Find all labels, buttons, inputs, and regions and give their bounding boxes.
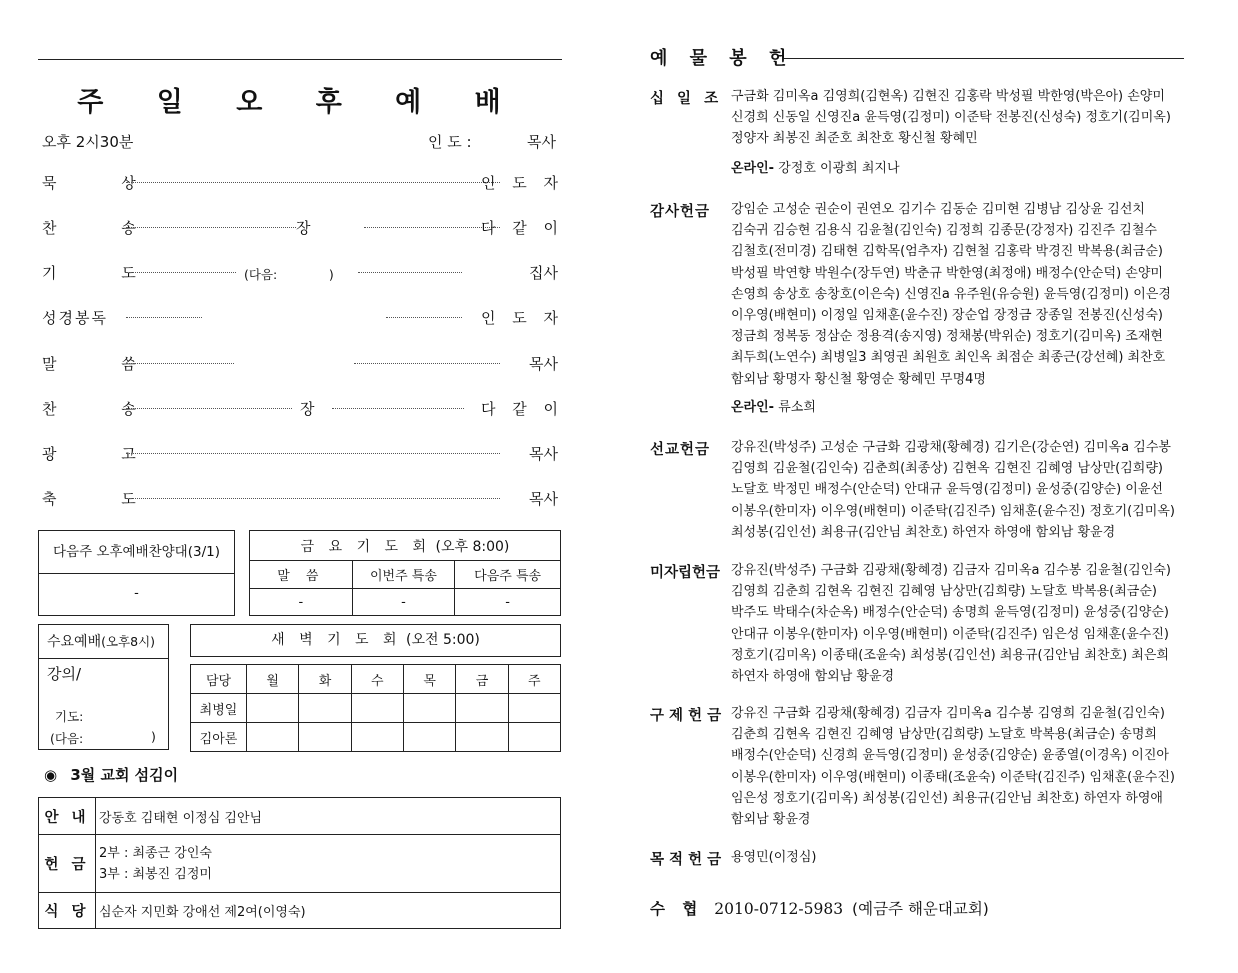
online-label: 온라인- xyxy=(731,161,775,176)
tithe-online xyxy=(731,157,900,176)
dawn-cell xyxy=(247,694,299,723)
online-label: 온라인- xyxy=(731,400,775,415)
dawn-cell xyxy=(508,723,560,752)
next-prayer-note: (다음: ) xyxy=(244,267,334,282)
wednesday-header xyxy=(39,625,168,659)
order-row-benediction xyxy=(42,488,558,512)
name-line: 강임순 고성순 권순이 권연오 김기수 김동순 김미현 김병남 김상윤 김선치 xyxy=(731,202,1145,217)
dawn-cell xyxy=(351,694,403,723)
dawn-header: 담당 xyxy=(191,665,247,694)
service-heading xyxy=(44,764,178,785)
dawn-header: 월 xyxy=(247,665,299,694)
order-label: 기 도 xyxy=(42,264,166,282)
order-right: 다 같 이 xyxy=(480,400,564,418)
service-label: 식 당 xyxy=(39,893,96,929)
name-line: 하연자 하영애 함외남 황윤경 xyxy=(731,669,895,685)
order-right: 목사 xyxy=(529,445,558,463)
order-label: 광 고 xyxy=(42,445,166,463)
page-title: 주 일 오 후 예 배 xyxy=(77,87,523,118)
wednesday-lecture: 강의/ xyxy=(47,665,82,683)
friday-prayer-title-cell xyxy=(250,531,561,561)
friday-header: 다음주 특송 xyxy=(455,561,561,589)
tithe-label: 십 일 조 xyxy=(650,91,723,107)
wednesday-title: 수요예배 xyxy=(47,634,102,650)
order-row-announcement xyxy=(42,443,558,467)
next-choir-value: - xyxy=(134,586,139,601)
name-line: 함외남 황윤경 xyxy=(731,812,811,828)
bank-number: 2010-0712-5983 xyxy=(714,900,844,918)
support-label: 미자립헌금 xyxy=(650,565,721,581)
name-line: 박성필 박연향 박원수(장두연) 박춘규 박한영(최정애) 배정수(안순덕) 손양미 xyxy=(731,265,1163,281)
order-row-scripture xyxy=(42,307,564,331)
purpose-label: 목 적 헌 금 xyxy=(650,852,722,868)
leader-label: 인 도 : xyxy=(428,133,472,151)
name-line: 이봉우(한미자) 이우영(배현미) 이준탁(김진주) 임채훈(윤수진) 정호기(김미옥) xyxy=(731,503,1175,519)
order-label: 찬 송 xyxy=(42,219,166,237)
relief-names xyxy=(731,703,1183,830)
bank-label: 수 협 xyxy=(650,900,704,918)
dawn-prayer-title: 새 벽 기 도 회 xyxy=(271,632,402,648)
friday-prayer-table xyxy=(249,530,561,616)
friday-header: 말 씀 xyxy=(250,561,353,589)
thanks-online xyxy=(731,396,816,415)
name-line: 박주도 박태수(차순옥) 배정수(안순덕) 송명희 윤득영(김정미) 윤성중(김양순) xyxy=(731,605,1169,621)
support-names xyxy=(731,560,1183,687)
name-line: 함외남 황명자 황신철 황영순 황혜민 무명4명 xyxy=(731,371,986,387)
name-line: 최두희(노연수) 최병일3 최영권 최원호 최인옥 최점순 최종근(강선혜) 최찬호 xyxy=(731,350,1166,366)
dawn-prayer-title-box xyxy=(190,624,561,657)
dawn-header: 화 xyxy=(299,665,351,694)
order-right: 목사 xyxy=(529,355,558,373)
dawn-person: 최병일 xyxy=(191,694,247,723)
service-line: 2부 : 최종근 강인숙 xyxy=(99,845,212,861)
thanks-label: 감사헌금 xyxy=(650,204,711,220)
mission-label: 선교헌금 xyxy=(650,442,711,458)
service-table xyxy=(38,797,561,929)
dawn-person: 김아론 xyxy=(191,723,247,752)
online-names: 류소희 xyxy=(778,400,816,415)
name-line: 구금화 김미옥a 김영희(김현옥) 김현진 김홍락 박성필 박한영(박은아) 손양미 xyxy=(731,89,1165,104)
relief-label: 구 제 헌 금 xyxy=(650,708,722,724)
name-line: 정양자 최봉진 최준호 최찬호 황신철 황혜민 xyxy=(731,131,978,147)
offering-title: 예 물 봉 헌 xyxy=(650,48,795,69)
wednesday-box xyxy=(38,624,169,750)
order-row-prayer xyxy=(42,262,558,286)
dawn-header: 금 xyxy=(456,665,508,694)
name-line: 신경희 신동일 신영진a 윤득영(김정미) 이준탁 전봉진(신성숙) 정호기(김미옥) xyxy=(731,110,1171,126)
name-line: 노달호 박정민 배정수(안순덕) 안대규 윤득영(김정미) 윤성중(김양순) 이윤선 xyxy=(731,482,1163,498)
name-line: 김영희 김춘희 김현옥 김현진 김혜영 남상만(김희량) 노달호 박복용(최금순) xyxy=(731,584,1157,600)
tithe-names xyxy=(731,86,1183,150)
friday-value: - xyxy=(455,589,561,616)
name-line: 정호기(김미옥) 이종태(조윤숙) 최성봉(김인선) 최용규(김안님 최찬호) 최은희 xyxy=(731,647,1169,663)
name-line: 강유진(박성주) 구금화 김광채(황혜경) 김금자 김미옥a 김수봉 김윤철(김인숙) xyxy=(731,563,1171,578)
friday-header: 이번주 특송 xyxy=(352,561,455,589)
name-line: 김춘희 김현옥 김현진 김혜영 남상만(김희량) 노달호 박복용(최금순) 송명희 xyxy=(731,727,1157,743)
service-time: 오후 2시30분 xyxy=(42,133,134,151)
dawn-cell xyxy=(299,694,351,723)
dawn-cell xyxy=(456,723,508,752)
order-right: 목사 xyxy=(529,490,558,508)
name-line: 김영희 김윤철(김인숙) 김춘희(최종상) 김현옥 김현진 김혜영 남상만(김희량) xyxy=(731,461,1163,477)
dawn-header: 수 xyxy=(351,665,403,694)
name-line: 용영민(이정심) xyxy=(731,850,817,865)
order-label: 찬 송 xyxy=(42,400,166,418)
dawn-cell xyxy=(351,723,403,752)
top-rule-left xyxy=(38,59,562,60)
service-label: 헌 금 xyxy=(39,835,96,893)
name-line: 정금희 정복동 정삼순 정용격(송지영) 정채봉(박위순) 정호기(김미옥) 조재현 xyxy=(731,329,1163,345)
service-label: 안 내 xyxy=(39,798,96,835)
dawn-cell xyxy=(403,723,455,752)
order-row-hymn xyxy=(42,217,564,241)
bullet-icon: ◉ xyxy=(44,766,58,784)
dawn-cell xyxy=(508,694,560,723)
order-label: 묵 상 xyxy=(42,174,166,192)
wednesday-next-close: ) xyxy=(151,729,156,744)
dawn-cell xyxy=(299,723,351,752)
name-line: 안대규 이봉우(한미자) 이우영(배현미) 이준탁(김진주) 임은성 임채훈(윤수진) xyxy=(731,626,1169,642)
dawn-cell xyxy=(403,694,455,723)
wednesday-prayer: 기도: xyxy=(55,709,84,724)
name-line: 배정수(안순덕) 신경희 윤득영(김정미) 윤성중(김양순) 윤종열(이경옥) 이진아 xyxy=(731,748,1169,764)
friday-prayer-time: (오후 8:00) xyxy=(435,538,510,555)
service-line: 3부 : 최봉진 김정미 xyxy=(99,866,212,882)
name-line: 최성봉(김인선) 최용규(김안님 최찬호) 하연자 하영애 함외남 황윤경 xyxy=(731,524,1116,540)
friday-value: - xyxy=(250,589,353,616)
bank-holder: (예금주 해운대교회) xyxy=(852,900,989,918)
name-line: 강유진(박성주) 고성순 구금화 김광채(황혜경) 김기은(강순연) 김미옥a 김수봉 xyxy=(731,440,1171,455)
friday-prayer-title: 금 요 기 도 회 xyxy=(300,538,432,555)
dawn-header: 목 xyxy=(403,665,455,694)
order-row-hymn-2 xyxy=(42,398,564,422)
bank-account xyxy=(650,897,989,919)
online-names: 강정호 이광희 최지나 xyxy=(778,161,900,176)
service-value: 심순자 지민화 강애선 제2여(이영숙) xyxy=(96,893,561,929)
dawn-prayer-time: (오전 5:00) xyxy=(406,632,480,648)
top-rule-right xyxy=(784,58,1184,59)
leader-role: 목사 xyxy=(527,133,556,151)
dawn-cell xyxy=(247,723,299,752)
wednesday-time: (오후8시) xyxy=(101,634,156,649)
name-line: 김숙귀 김승현 김용식 김윤철(김인숙) 김정희 김종문(강정자) 김진주 김철수 xyxy=(731,223,1157,239)
dawn-prayer-table xyxy=(190,664,561,752)
name-line: 김철호(전미경) 김태현 김학목(엄추자) 김현철 김홍락 박경진 박복용(최금순) xyxy=(731,244,1163,260)
order-right: 인 도 자 xyxy=(480,309,564,327)
hymn-number-label: 장 xyxy=(300,400,315,418)
name-line: 이우영(배현미) 이정일 임채훈(윤수진) 장순업 장정금 장종일 전봉진(신성숙) xyxy=(731,308,1163,324)
order-label: 성경봉독 xyxy=(42,309,108,327)
service-value: 강동호 김태현 이정심 김안님 xyxy=(96,798,561,835)
wednesday-next: (다음: xyxy=(50,731,84,746)
purpose-names xyxy=(731,847,1183,868)
name-line: 손영희 송상호 송창호(이은숙) 신영진a 유주원(유승원) 윤득영(김정미) 이은경 xyxy=(731,286,1171,302)
order-right: 집사 xyxy=(529,264,558,282)
order-right: 인 도 자 xyxy=(480,174,564,192)
next-choir-title: 다음주 오후예배찬양대(3/1) xyxy=(39,531,234,574)
name-line: 임은성 정호기(김미옥) 최성봉(김인선) 최용규(김안님 최찬호) 하연자 하영애 xyxy=(731,790,1163,806)
next-choir-box xyxy=(38,530,235,616)
service-value-multi xyxy=(96,835,561,893)
dawn-header: 주 xyxy=(508,665,560,694)
mission-names xyxy=(731,437,1183,543)
order-label: 축 도 xyxy=(42,490,166,508)
order-row-sermon xyxy=(42,353,558,377)
hymn-number-label: 장 xyxy=(296,219,311,237)
name-line: 강유진 구금화 김광채(황혜경) 김금자 김미옥a 김수봉 김영희 김윤철(김인숙) xyxy=(731,706,1165,721)
order-right: 다 같 이 xyxy=(480,219,564,237)
dawn-cell xyxy=(456,694,508,723)
order-row-meditation xyxy=(42,172,564,196)
friday-value: - xyxy=(352,589,455,616)
service-heading-text: 3월 교회 섬김이 xyxy=(70,766,179,784)
order-label: 말 씀 xyxy=(42,355,166,373)
name-line: 이봉우(한미자) 이우영(배현미) 이종태(조윤숙) 이준탁(김진주) 임채훈(윤수진) xyxy=(731,769,1175,785)
thanks-names xyxy=(731,199,1183,390)
